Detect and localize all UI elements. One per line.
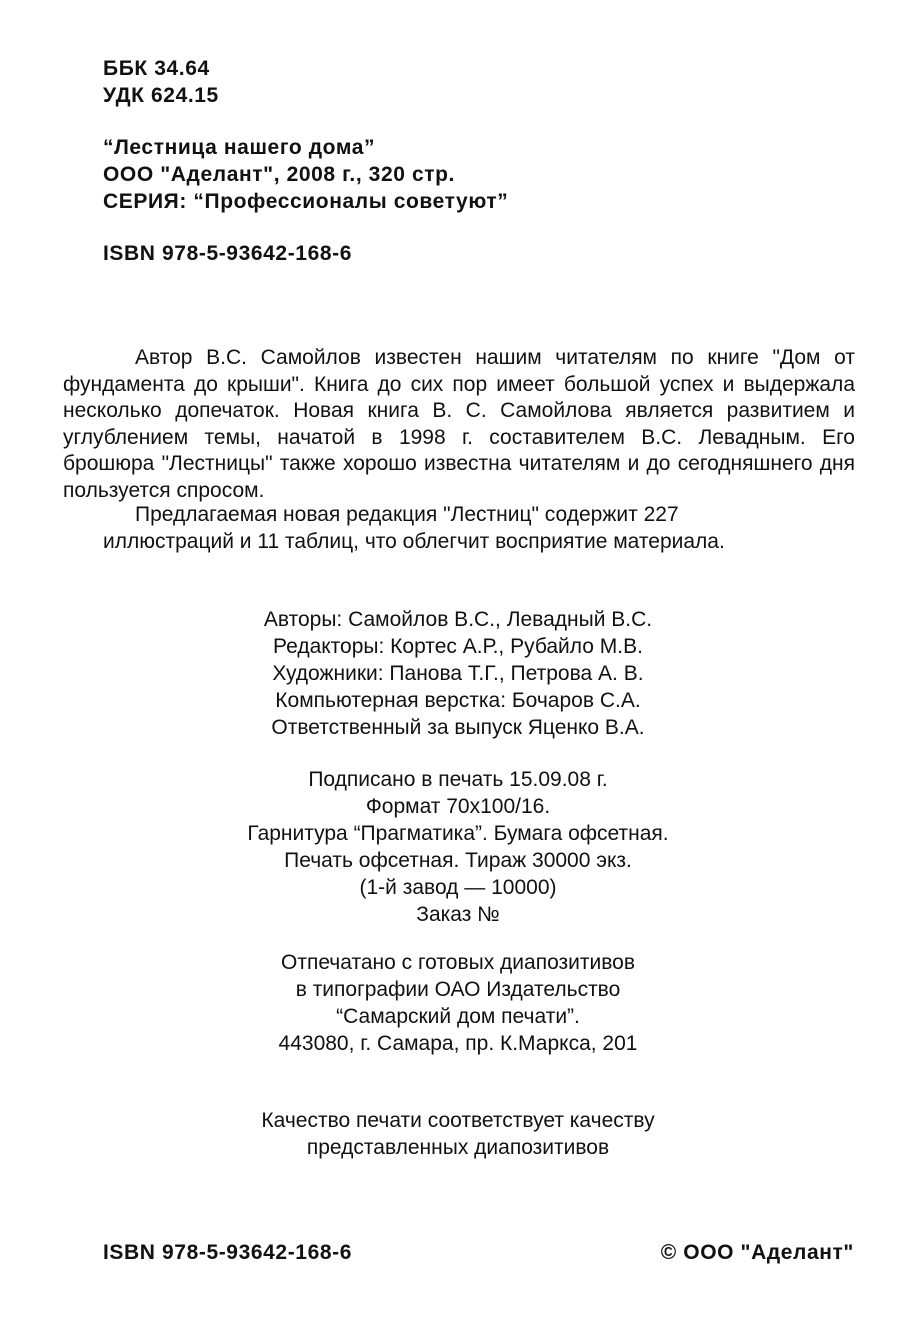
credit-editors: Редакторы: Кортес А.Р., Рубайло М.В. <box>273 635 643 658</box>
quality-line-2: представленных диапозитивов <box>306 1136 610 1159</box>
printer-address: 443080, г. Самара, пр. К.Маркса, 201 <box>278 1032 638 1055</box>
print-typeface-paper: Гарнитура “Прагматика”. Бумага офсетная. <box>247 822 669 845</box>
quality-line-1: Качество печати соответствует качеству <box>261 1109 655 1132</box>
printer-line-1: Отпечатано с готовых диапозитивов <box>281 951 635 974</box>
isbn-top: ISBN 978-5-93642-168-6 <box>103 242 353 265</box>
annotation-paragraph-2-line-2: иллюстраций и 11 таблиц, что облегчит восприятие материала. <box>103 530 725 553</box>
book-title: “Лестница нашего дома” <box>103 136 376 159</box>
credit-artists: Художники: Панова Т.Г., Петрова А. В. <box>272 662 644 685</box>
isbn-bottom: ISBN 978-5-93642-168-6 <box>103 1241 353 1264</box>
print-signed-date: Подписано в печать 15.09.08 г. <box>308 768 608 791</box>
print-format: Формат 70x100/16. <box>365 795 551 818</box>
copyright: © ООО "Аделант" <box>660 1241 854 1264</box>
credit-layout: Компьютерная верстка: Бочаров С.А. <box>275 689 641 712</box>
printer-line-2: в типографии ОАО Издательство <box>295 978 621 1001</box>
annotation-block <box>63 345 855 505</box>
printer-line-3: “Самарский дом печати”. <box>336 1005 580 1028</box>
publisher-line: ООО "Аделант", 2008 г., 320 стр. <box>103 163 455 186</box>
credit-authors: Авторы: Самойлов В.С., Левадный В.С. <box>263 608 653 631</box>
annotation-paragraph-2-line-1: Предлагаемая новая редакция "Лестниц" содержит 227 <box>135 503 679 526</box>
udk-code: УДК 624.15 <box>103 84 219 107</box>
print-first-batch: (1-й завод — 10000) <box>359 876 557 899</box>
series-line: СЕРИЯ: “Профессионалы советуют” <box>103 190 509 213</box>
print-order: Заказ № <box>416 903 500 926</box>
annotation-paragraph-1: Автор В.С. Самойлов известен нашим читателям по книге "Дом от фундамента до крыши". Книга до сих пор имеет большой успех и выдержала несколько допечаток. Новая книга В. С. Самойлова является развитием и углублением темы, начатой в 1998 г. составителем В.С. Левадным. Его брошюра "Лестницы" также хорошо известна читателям и до сегодняшнего дня пользуется спросом. <box>63 346 855 502</box>
credit-responsible: Ответственный за выпуск Яценко В.А. <box>271 716 645 739</box>
bbk-code: ББК 34.64 <box>103 57 210 80</box>
print-run: Печать офсетная. Тираж 30000 экз. <box>284 849 632 872</box>
